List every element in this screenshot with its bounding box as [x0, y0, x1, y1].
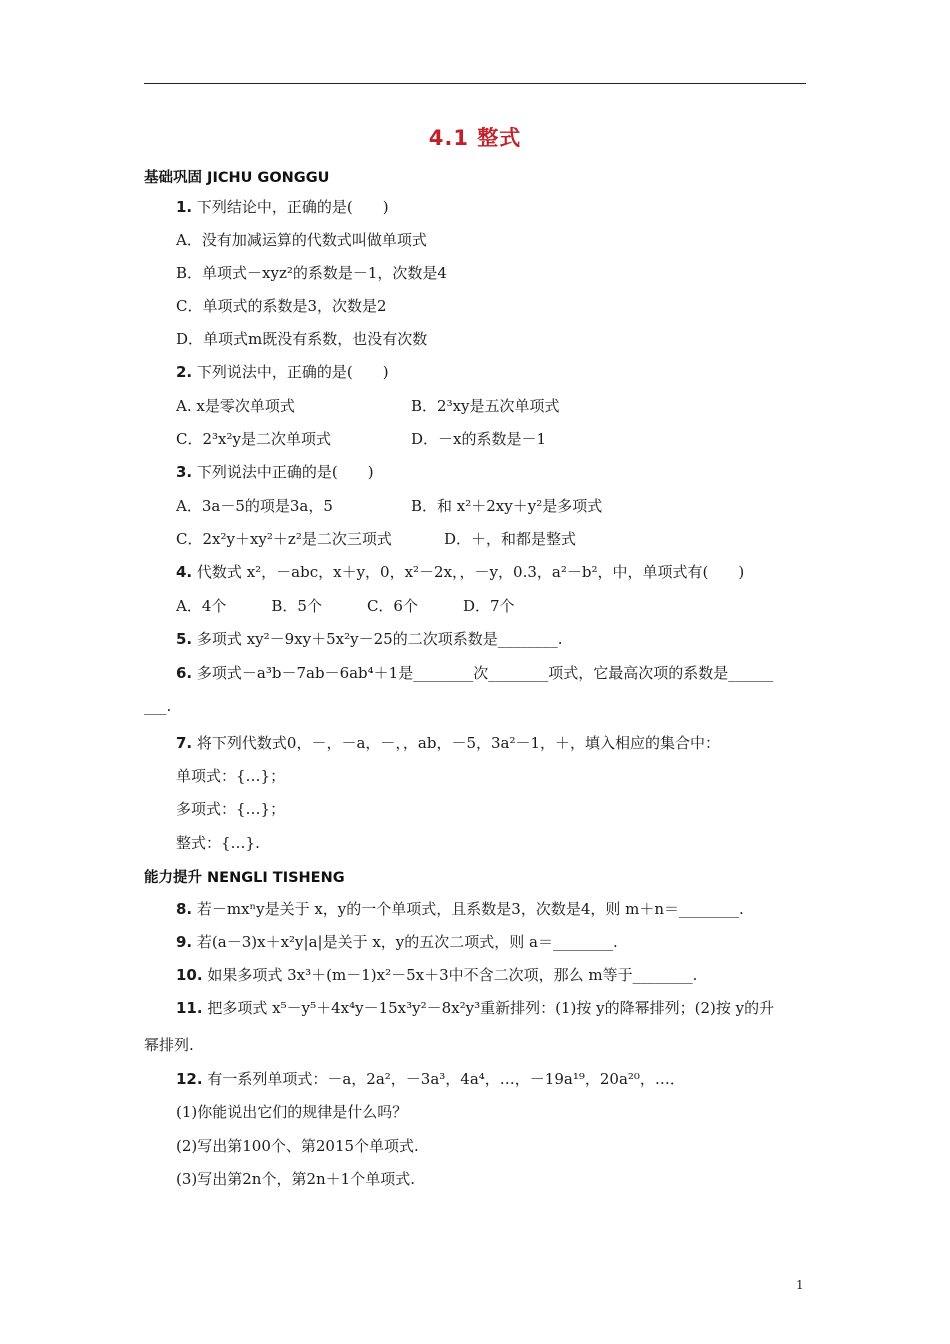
q12-part-3: (3)写出第2n个，第2n＋1个单项式. [176, 1170, 415, 1188]
q7-set-integral: 整式：{…}. [176, 834, 260, 852]
q3-option-b: B．和 x²＋2xy＋y²是多项式 [411, 497, 603, 515]
question-5 [176, 629, 562, 649]
q11-continuation: 幂排列. [144, 1036, 194, 1054]
question-stem: 若－mxⁿy是关于 x，y的一个单项式，且系数是3，次数是4，则 m＋n＝________. [196, 900, 744, 918]
header-rule [144, 83, 806, 84]
page-number: 1 [796, 1278, 804, 1292]
question-stem: 多项式 xy²－9xy＋5x²y－25的二次项系数是________. [196, 630, 563, 648]
section-basic-heading: 基础巩固 JICHU GONGGU [144, 170, 330, 186]
question-number: 3. [176, 463, 193, 481]
question-6 [176, 663, 773, 683]
section-advanced-heading: 能力提升 NENGLI TISHENG [144, 870, 345, 886]
q2-option-c: C．2³x²y是二次单项式 [176, 430, 331, 448]
question-stem: 下列说法中正确的是( ) [196, 463, 374, 481]
question-number: 1. [176, 198, 193, 216]
question-number: 10. [176, 966, 203, 984]
q2-option-d: D．－x的系数是－1 [411, 430, 547, 448]
question-number: 11. [176, 999, 203, 1017]
q12-part-1: (1)你能说出它们的规律是什么吗？ [176, 1103, 408, 1121]
question-stem: 如果多项式 3x³＋(m－1)x²－5x＋3中不含二次项，那么 m等于________. [207, 966, 698, 984]
q1-option-a: A．没有加减运算的代数式叫做单项式 [176, 231, 427, 249]
q12-part-2: (2)写出第100个、第2015个单项式. [176, 1137, 419, 1155]
question-8 [176, 899, 744, 919]
q2-option-a: A. x是零次单项式 [176, 397, 295, 415]
question-10 [176, 965, 697, 985]
q3-option-d: D．＋，和都是整式 [444, 530, 577, 548]
q1-option-b: B．单项式－xyz²的系数是－1，次数是4 [176, 264, 447, 282]
question-number: 4. [176, 563, 193, 581]
question-stem: 若(a－3)x＋x²y|a|是关于 x，y的五次二项式，则 a＝________. [196, 933, 618, 951]
page-title: 4.1 整式 [428, 126, 522, 150]
question-number: 5. [176, 630, 193, 648]
question-number: 7. [176, 734, 193, 752]
q4-options: A．4个 B．5个 C．6个 D．7个 [176, 597, 515, 615]
question-stem: 把多项式 x⁵－y⁵＋4x⁴y－15x³y²－8x²y³重新排列：(1)按 y的降幂排列；(2)按 y的升 [207, 999, 775, 1017]
question-stem: 下列说法中，正确的是( ) [196, 363, 389, 381]
q3-option-a: A．3a－5的项是3a，5 [176, 497, 333, 515]
question-stem: 下列结论中，正确的是( ) [196, 198, 389, 216]
question-number: 2. [176, 363, 193, 381]
question-stem: 代数式 x²，－abc，x＋y，0，x²－2x，，－y，0.3，a²－b²，中，单项式有( ) [196, 563, 745, 581]
question-stem: 将下列代数式0，－，－a，－，，ab，－5，3a²－1，＋，填入相应的集合中： [196, 734, 721, 752]
question-9 [176, 932, 618, 952]
q7-set-polynomials: 多项式：{…}； [176, 800, 286, 818]
q6-continuation: ___. [144, 697, 172, 715]
question-7 [176, 733, 720, 753]
q2-option-b: B．2³xy是五次单项式 [411, 397, 560, 415]
question-number: 9. [176, 933, 193, 951]
question-number: 12. [176, 1070, 203, 1088]
question-stem: 多项式－a³b－7ab－6ab⁴＋1是________次________项式，它最高次项的系数是______ [196, 664, 774, 682]
q1-option-d: D．单项式m既没有系数，也没有次数 [176, 330, 428, 348]
q1-option-c: C．单项式的系数是3，次数是2 [176, 297, 387, 315]
question-12 [176, 1069, 685, 1089]
question-3 [176, 462, 374, 482]
q7-set-monomials: 单项式：{…}； [176, 767, 286, 785]
question-number: 6. [176, 664, 193, 682]
question-number: 8. [176, 900, 193, 918]
question-4 [176, 562, 744, 582]
question-2 [176, 362, 389, 382]
q3-option-c: C．2x²y＋xy²＋z²是二次三项式 [176, 530, 392, 548]
question-1 [176, 197, 389, 217]
question-stem: 有一系列单项式：－a，2a²，－3a³，4a⁴，…，－19a¹⁹，20a²⁰，…． [207, 1070, 685, 1088]
question-11 [176, 998, 774, 1018]
